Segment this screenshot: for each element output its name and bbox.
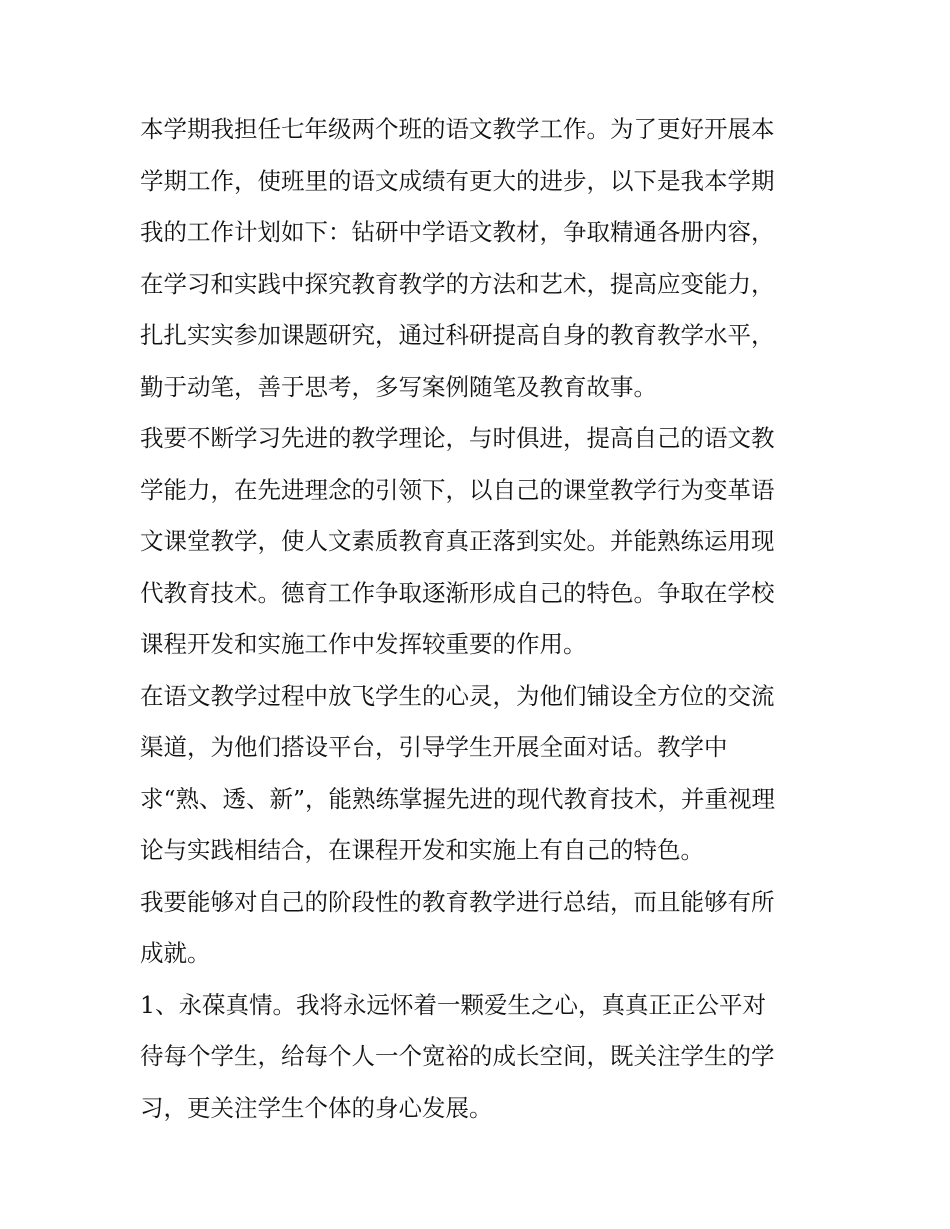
text-line: 在语文教学过程中放飞学生的心灵，为他们铺设全方位的交流	[140, 681, 775, 710]
text-line: 我要不断学习先进的教学理论，与时俱进，提高自己的语文教	[140, 424, 775, 452]
paragraph-1	[140, 104, 815, 413]
document-body	[140, 104, 815, 1134]
text-line: 论与实践相结合，在课程开发和实施上有自己的特色。	[140, 836, 704, 864]
paragraph-3	[140, 671, 815, 877]
text-line: 我要能够对自己的阶段性的教育教学进行总结，而且能够有所	[140, 887, 775, 916]
text-line: 渠道，为他们搭设平台，引导学生开展全面对话。教学中	[140, 733, 728, 761]
text-line: 我的工作计划如下：钻研中学语文教材，争取精通各册内容，	[140, 218, 775, 246]
paragraph-2	[140, 413, 815, 671]
text-line: 扎扎实实参加课题研究，通过科研提高自身的教育教学水平，	[140, 321, 775, 349]
paragraph-5	[140, 980, 815, 1135]
text-line: 1、永葆真情。我将永远怀着一颗爱生之心，真真正正公平对	[140, 990, 766, 1019]
text-line: 求“熟、透、新”，能熟练掌握先进的现代教育技术，并重视理	[140, 784, 776, 813]
text-line: 成就。	[140, 939, 211, 967]
text-line: 勤于动笔，善于思考，多写案例随笔及教育故事。	[140, 372, 657, 401]
text-line: 本学期我担任七年级两个班的语文教学工作。为了更好开展本	[140, 115, 775, 143]
text-line: 学能力，在先进理念的引领下，以自己的课堂教学行为变革语	[140, 475, 775, 504]
text-line: 学期工作，使班里的语文成绩有更大的进步，以下是我本学期	[140, 166, 775, 195]
text-line: 课程开发和实施工作中发挥较重要的作用。	[140, 630, 587, 658]
text-line: 待每个学生，给每个人一个宽裕的成长空间，既关注学生的学	[140, 1042, 775, 1070]
paragraph-4	[140, 877, 815, 980]
text-line: 在学习和实践中探究教育教学的方法和艺术，提高应变能力，	[140, 269, 775, 298]
text-line: 代教育技术。德育工作争取逐渐形成自己的特色。争取在学校	[140, 578, 775, 607]
text-line: 习，更关注学生个体的身心发展。	[140, 1093, 493, 1122]
text-line: 文课堂教学，使人文素质教育真正落到实处。并能熟练运用现	[140, 527, 775, 555]
